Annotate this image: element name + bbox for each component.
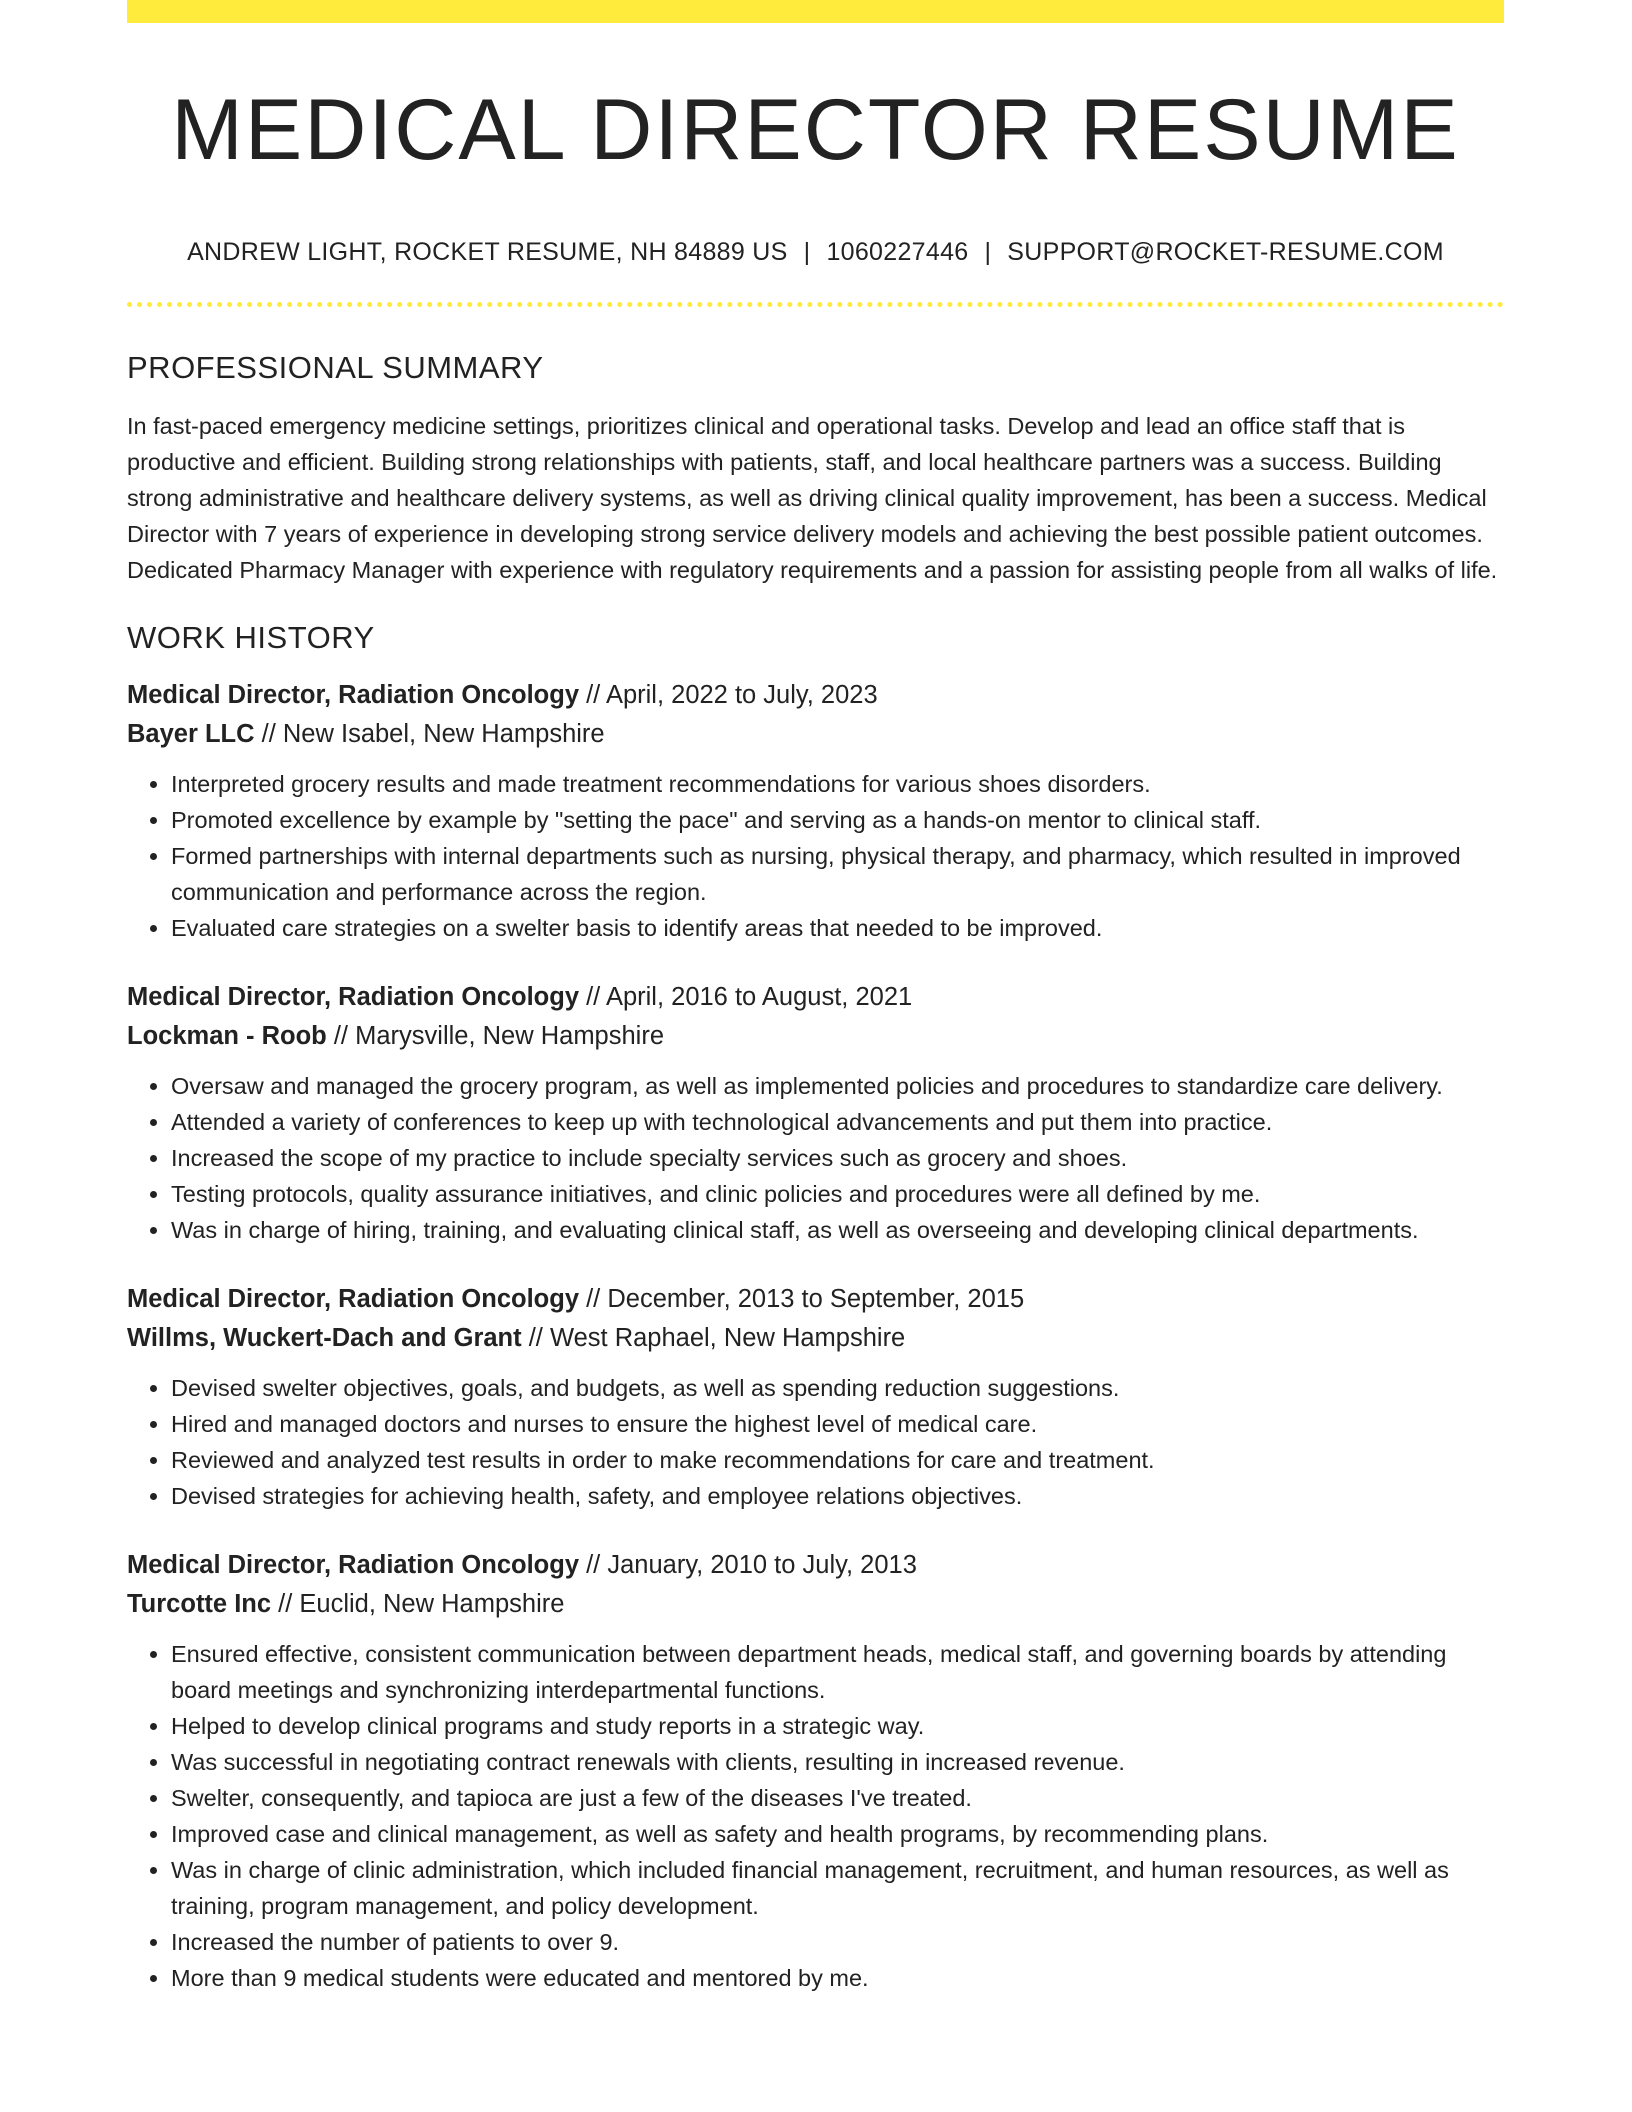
list-item: • Hired and managed doctors and nurses to ensure the highest level of medical care. (171, 1406, 1504, 1442)
list-item: • Was in charge of clinic administration, which included financial management, recruitment, and human resources, as well as training, program management, and policy development. (171, 1852, 1504, 1924)
job-separator: // (579, 982, 606, 1011)
job-separator: // (271, 1589, 300, 1618)
job-separator: // (254, 719, 283, 748)
job-title: Medical Director, Radiation Oncology (127, 1550, 580, 1579)
list-item: • Swelter, consequently, and tapioca are just a few of the diseases I've treated. (171, 1780, 1504, 1816)
job-title-line (127, 978, 1504, 1017)
contact-email: SUPPORT@ROCKET-RESUME.COM (1007, 237, 1444, 266)
job-company: Lockman - Roob (127, 1021, 327, 1050)
contact-separator: | (984, 237, 992, 266)
list-item: • Oversaw and managed the grocery program, as well as implemented policies and procedures to standardize care delivery. (171, 1068, 1504, 1104)
job-dates: April, 2022 to July, 2023 (605, 680, 878, 709)
list-item: • Promoted excellence by example by "setting the pace" and serving as a hands-on mentor to clinical staff. (171, 802, 1504, 838)
contact-name-address: ANDREW LIGHT, ROCKET RESUME, NH 84889 US (187, 237, 788, 266)
list-item: • Interpreted grocery results and made treatment recommendations for various shoes disorders. (171, 766, 1504, 802)
page-title: MEDICAL DIRECTOR RESUME (171, 82, 1460, 178)
accent-bar (127, 0, 1504, 23)
job-company: Turcotte Inc (127, 1589, 272, 1618)
list-item: • Devised strategies for achieving health, safety, and employee relations objectives. (171, 1478, 1504, 1514)
job-separator: // (579, 1550, 608, 1579)
job-separator: // (521, 1323, 550, 1352)
job-title-line (127, 1546, 1504, 1585)
list-item: • Increased the scope of my practice to include specialty services such as grocery and shoes. (171, 1140, 1504, 1176)
job-location: Euclid, New Hampshire (299, 1589, 565, 1618)
list-item: • Reviewed and analyzed test results in order to make recommendations for care and treatment. (171, 1442, 1504, 1478)
job-entry (127, 676, 1504, 946)
job-title: Medical Director, Radiation Oncology (127, 680, 580, 709)
job-company: Bayer LLC (127, 719, 255, 748)
list-item: • Helped to develop clinical programs and study reports in a strategic way. (171, 1708, 1504, 1744)
list-item: • Increased the number of patients to over 9. (171, 1924, 1504, 1960)
list-item: • Ensured effective, consistent communication between department heads, medical staff, and governing boards by attending board meetings and synchronizing interdepartmental functions. (171, 1636, 1504, 1708)
job-title: Medical Director, Radiation Oncology (127, 982, 580, 1011)
list-item: • Was successful in negotiating contract renewals with clients, resulting in increased revenue. (171, 1744, 1504, 1780)
work-history-heading: WORK HISTORY (127, 619, 375, 655)
summary-heading: PROFESSIONAL SUMMARY (127, 349, 544, 385)
job-entry (127, 978, 1504, 1248)
list-item: • Testing protocols, quality assurance initiatives, and clinic policies and procedures were all defined by me. (171, 1176, 1504, 1212)
job-location: Marysville, New Hampshire (355, 1021, 665, 1050)
job-dates: December, 2013 to September, 2015 (607, 1284, 1025, 1313)
job-separator: // (326, 1021, 356, 1050)
job-bullets (127, 1370, 1504, 1514)
job-company-line (127, 1319, 1504, 1358)
resume-page (127, 0, 1504, 1996)
job-location: West Raphael, New Hampshire (549, 1323, 906, 1352)
job-separator: // (579, 680, 606, 709)
list-item: • Was in charge of hiring, training, and evaluating clinical staff, as well as overseeing and developing clinical departments. (171, 1212, 1504, 1248)
contact-separator: | (803, 237, 811, 266)
list-item: • Attended a variety of conferences to keep up with technological advancements and put them into practice. (171, 1104, 1504, 1140)
list-item: • Evaluated care strategies on a swelter basis to identify areas that needed to be improved. (171, 910, 1504, 946)
job-location: New Isabel, New Hampshire (282, 719, 605, 748)
job-bullets (127, 1636, 1504, 1996)
list-item: • Formed partnerships with internal departments such as nursing, physical therapy, and pharmacy, which resulted in improved communication and performance across the region. (171, 838, 1504, 910)
job-title-line (127, 676, 1504, 715)
job-title-line (127, 1280, 1504, 1319)
job-company: Willms, Wuckert-Dach and Grant (127, 1323, 522, 1352)
summary-text: In fast-paced emergency medicine settings, prioritizes clinical and operational tasks. Develop and lead an office staff that is productive and efficient. Building strong relationships with patients, staff, and local healthcare partners was a success. Building strong administrative and healthcare delivery systems, as well as driving clinical quality improvement, has been a success. Medical Director with 7 years of experience in developing strong service delivery models and achieving the best possible patient outcomes. Dedicated Pharmacy Manager with experience with regulatory requirements and a passion for assisting people from all walks of life. (127, 412, 1498, 583)
contact-info (127, 238, 1504, 267)
job-dates: April, 2016 to August, 2021 (605, 982, 913, 1011)
list-item: • Devised swelter objectives, goals, and budgets, as well as spending reduction suggestions. (171, 1370, 1504, 1406)
work-history-list (127, 676, 1504, 1996)
list-item: • More than 9 medical students were educated and mentored by me. (171, 1960, 1504, 1996)
job-company-line (127, 1017, 1504, 1056)
dotted-divider (127, 302, 1504, 307)
job-bullets (127, 1068, 1504, 1248)
list-item: • Improved case and clinical management, as well as safety and health programs, by recommending plans. (171, 1816, 1504, 1852)
contact-phone: 1060227446 (826, 237, 969, 266)
job-separator: // (579, 1284, 608, 1313)
job-title: Medical Director, Radiation Oncology (127, 1284, 580, 1313)
job-dates: January, 2010 to July, 2013 (607, 1550, 917, 1579)
job-entry (127, 1546, 1504, 1996)
job-company-line (127, 715, 1504, 754)
job-company-line (127, 1585, 1504, 1624)
job-entry (127, 1280, 1504, 1514)
job-bullets (127, 766, 1504, 946)
